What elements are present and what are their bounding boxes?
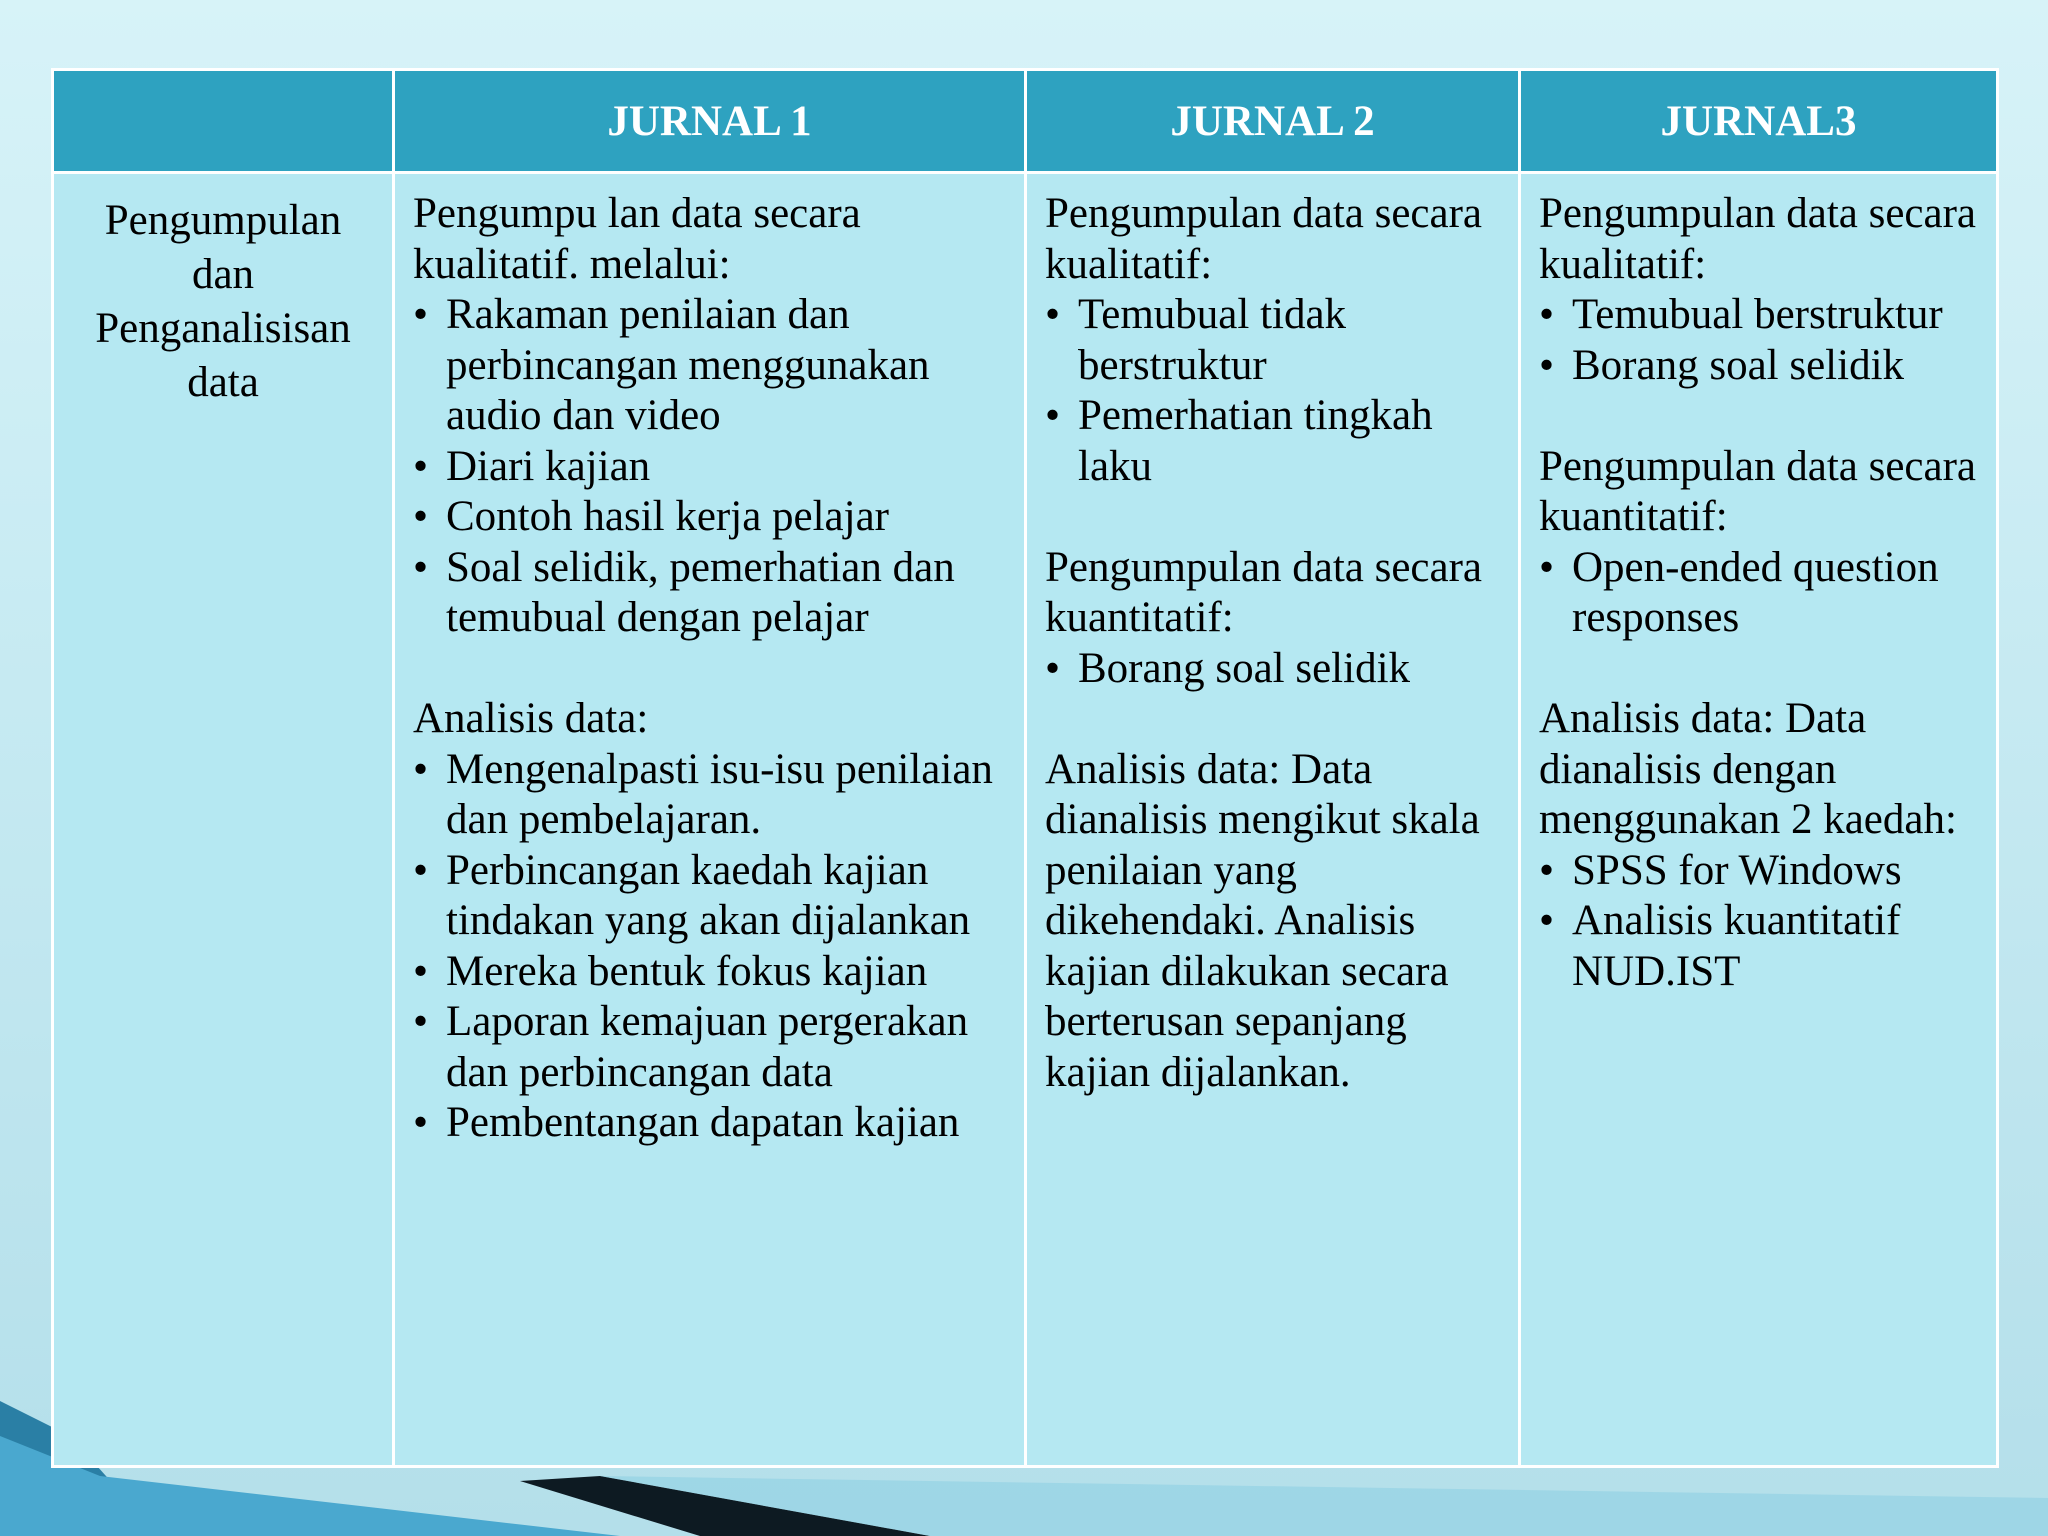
- list-item: • Diari kajian: [413, 442, 1010, 493]
- jurnal-3-cell: [1520, 173, 1998, 1467]
- header-empty: [53, 70, 394, 173]
- j1-intro: Pengumpu lan data secara kualitatif. melalui:: [413, 190, 861, 288]
- header-jurnal-2: JURNAL 2: [1026, 70, 1520, 173]
- list-item: • Rakaman penilaian dan perbincangan menggunakan audio dan video: [413, 290, 1010, 442]
- header-row: [53, 70, 1998, 173]
- j2-qual-list: [1045, 290, 1504, 492]
- list-item: • Analisis kuantitatif NUD.IST: [1539, 896, 1982, 997]
- jurnal-1-cell: [394, 173, 1026, 1467]
- row-label: Pengumpulan dan Penganalisisan data: [53, 173, 394, 1467]
- list-item: • Borang soal selidik: [1045, 644, 1504, 695]
- j3-analysis-list: [1539, 846, 1982, 998]
- list-item: • Pemerhatian tingkah laku: [1045, 391, 1504, 492]
- j2-quant-list: [1045, 644, 1504, 695]
- j2-qual-title: Pengumpulan data secara kualitatif:: [1045, 190, 1482, 288]
- list-item: • Borang soal selidik: [1539, 341, 1982, 392]
- list-item: • Open-ended question responses: [1539, 543, 1982, 644]
- list-item: • Laporan kemajuan pergerakan dan perbincangan data: [413, 997, 1010, 1098]
- comparison-table: [51, 68, 1999, 1468]
- j3-analysis: Analisis data: Data dianalisis dengan menggunakan 2 kaedah:: [1539, 695, 1957, 843]
- list-item: • Contoh hasil kerja pelajar: [413, 492, 1010, 543]
- list-item: • Soal selidik, pemerhatian dan temubual dengan pelajar: [413, 543, 1010, 644]
- j3-quant-title: Pengumpulan data secara kuantitatif:: [1539, 442, 1976, 540]
- j2-quant-title: Pengumpulan data secara kuantitatif:: [1045, 543, 1482, 641]
- j1-analysis-title: Analisis data:: [413, 695, 649, 742]
- list-item: • Temubual tidak berstruktur: [1045, 290, 1504, 391]
- list-item: • Perbincangan kaedah kajian tindakan yang akan dijalankan: [413, 846, 1010, 947]
- header-jurnal-3: JURNAL3: [1520, 70, 1998, 173]
- header-jurnal-1: JURNAL 1: [394, 70, 1026, 173]
- list-item: • Pembentangan dapatan kajian: [413, 1098, 1010, 1149]
- list-item: • Temubual berstruktur: [1539, 290, 1982, 341]
- j1-method-list: [413, 290, 1010, 644]
- j1-analysis-list: [413, 745, 1010, 1149]
- table-row: [53, 173, 1998, 1467]
- j2-analysis: Analisis data: Data dianalisis mengikut skala penilaian yang dikehendaki. Analisis kajian dilakukan secara berterusan sepanjang kajian dijalankan.: [1045, 745, 1480, 1096]
- list-item: • Mengenalpasti isu-isu penilaian dan pembelajaran.: [413, 745, 1010, 846]
- j3-qual-title: Pengumpulan data secara kualitatif:: [1539, 190, 1976, 288]
- j3-quant-list: [1539, 543, 1982, 644]
- list-item: • Mereka bentuk fokus kajian: [413, 947, 1010, 998]
- list-item: • SPSS for Windows: [1539, 846, 1982, 897]
- j3-qual-list: [1539, 290, 1982, 391]
- jurnal-2-cell: [1026, 173, 1520, 1467]
